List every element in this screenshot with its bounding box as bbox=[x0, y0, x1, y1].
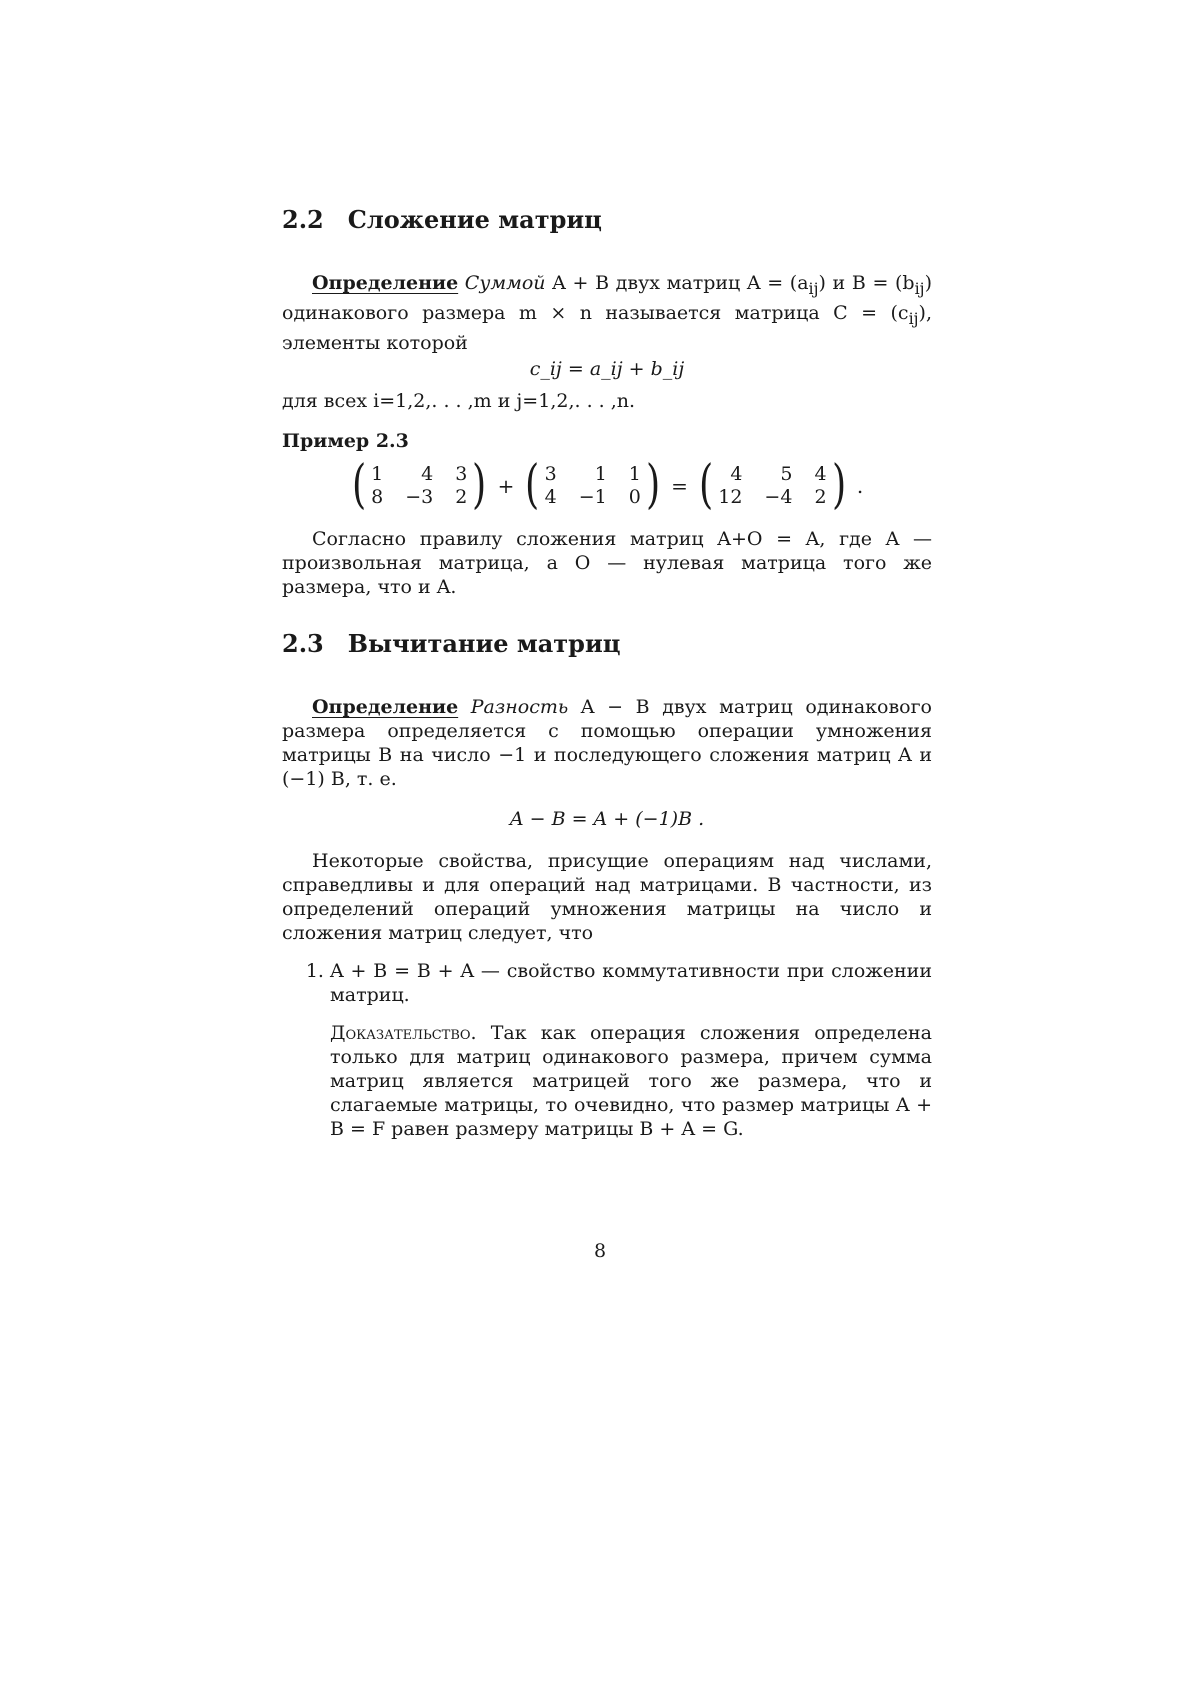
definition-sum: Определение Суммой A + B двух матриц $A = (a_{ij})$ и $B = (b_{ij})$ одинакового размера m × n называется матрица $C = (c_{ij})$, элементы которой bbox=[282, 272, 932, 354]
definition-term: Разность bbox=[470, 695, 569, 718]
definition-difference: Определение Разность A − B двух матриц одинакового размера определяется с помощью операции умножения матрицы B на число −1 и последующего сложения матриц A и (−1) B, т. е. bbox=[282, 695, 932, 790]
equals-sign: = bbox=[671, 473, 688, 498]
plus-sign: + bbox=[497, 473, 515, 498]
matrix-b: ( 3 1 1 4 −1 0 ) bbox=[525, 454, 661, 515]
definition-term: Суммой bbox=[464, 272, 546, 294]
matrix-c: ( 4 5 4 12 −4 2 ) bbox=[698, 454, 846, 515]
properties-paragraph: Некоторые свойства, присущие операциям над числами, справедливы и для операций над матрицами. В частности, из определений операций умножения матрицы на число и сложения матриц следует, что bbox=[282, 849, 932, 944]
example-title: Пример 2.3 bbox=[282, 429, 409, 452]
section-title: Вычитание матриц bbox=[347, 628, 621, 658]
section-title: Сложение матриц bbox=[347, 205, 602, 234]
section-number: 2.2 bbox=[282, 205, 324, 234]
definition-range: для всех i=1,2,. . . ,m и j=1,2,. . . ,n. bbox=[282, 389, 636, 412]
period: . bbox=[856, 473, 864, 498]
definition-label: Определение bbox=[312, 695, 459, 718]
formula-sum: c_ij = a_ij + b_ij bbox=[529, 357, 685, 380]
page-number: 8 bbox=[593, 1240, 607, 1262]
properties-list bbox=[282, 959, 932, 1141]
list-item: 1. A + B = B + A — свойство коммутативности при сложении матриц. Доказательство. Так как операция сложения определена только для матриц одинакового размера, причем сумма матриц является матрицей того же размера, что и слагаемые матрицы, то очевидно, что размер матрицы A + B = F равен размеру матрицы B + A = G. bbox=[330, 959, 932, 1141]
formula-difference: A − B = A + (−1)B . bbox=[509, 807, 705, 830]
matrix-example bbox=[282, 454, 932, 515]
section-heading-2-3 bbox=[282, 629, 932, 659]
matrix-a: ( 1 4 3 8 −3 2 ) bbox=[351, 454, 487, 515]
section-heading-2-2 bbox=[282, 205, 932, 235]
proof-label: Доказательство. bbox=[330, 1021, 477, 1044]
definition-label: Определение bbox=[312, 272, 459, 294]
zero-matrix-paragraph: Согласно правилу сложения матриц A+O = A, где A — произвольная матрица, а O — нулевая матрица того же размера, что и A. bbox=[282, 527, 932, 598]
section-number: 2.3 bbox=[282, 628, 324, 658]
proof: Доказательство. Так как операция сложения определена только для матриц одинакового размера, причем сумма матриц является матрицей того же размера, что и слагаемые матрицы, то очевидно, что размер матрицы A + B = F равен размеру матрицы B + A = G. bbox=[330, 1021, 932, 1140]
page-content bbox=[282, 205, 932, 1141]
